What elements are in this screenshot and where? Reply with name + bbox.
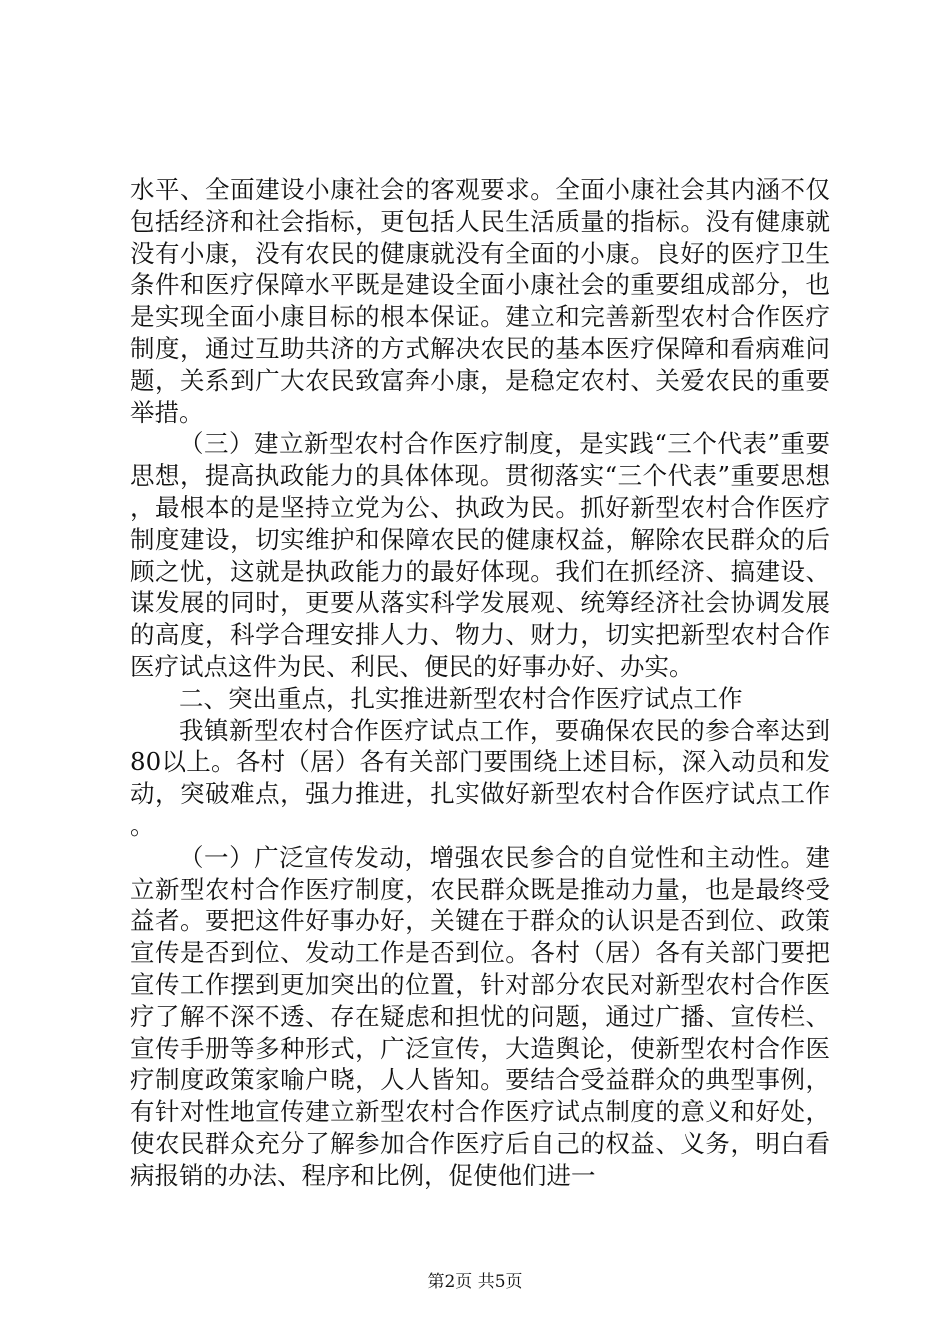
page-footer: 第2页 共5页 — [427, 1272, 523, 1292]
paragraph-subsection-one: （一）广泛宣传发动，增强农民参合的自觉性和主动性。建立新型农村合作医疗制度，农民群众既是推动力量，也是最终受益者。要把这件好事办好，关键在于群众的认识是否到位、政策宣传是否到位、发动工作是否到位。各村（居）各有关部门要把宣传工作摆到更加突出的位置，针对部分农民对新型农村合作医疗了解不深不透、存在疑虑和担忧的问题，通过广播、宣传栏、宣传手册等多种形式，广泛宣传，大造舆论，使新型农村合作医疗制度政策家喻户晓，人人皆知。要结合受益群众的典型事例，有针对性地宣传建立新型农村合作医疗试点制度的意义和好处，使农民群众充分了解参加合作医疗后自己的权益、义务，明白看病报销的办法、程序和比例，促使他们进一 — [130, 842, 830, 1190]
paragraph-continuation: 水平、全面建设小康社会的客观要求。全面小康社会其内涵不仅包括经济和社会指标，更包括人民生活质量的指标。没有健康就没有小康，没有农民的健康就没有全面的小康。良好的医疗卫生条件和医疗保障水平既是建设全面小康社会的重要组成部分，也是实现全面小康目标的根本保证。建立和完善新型农村合作医疗制度，通过互助共济的方式解决农民的基本医疗保障和看病难问题，关系到广大农民致富奔小康，是稳定农村、关爱农民的重要举措。 — [130, 175, 830, 427]
section-heading-two: 二、突出重点，扎实推进新型农村合作医疗试点工作 — [179, 683, 743, 713]
paragraph-town-goal: 我镇新型农村合作医疗试点工作，要确保农民的参合率达到80以上。各村（居）各有关部门要围绕上述目标，深入动员和发动，突破难点，强力推进，扎实做好新型农村合作医疗试点工作。 — [130, 715, 830, 840]
body-text — [130, 174, 830, 1192]
paragraph-section-three: （三）建立新型农村合作医疗制度，是实践“三个代表”重要思想，提高执政能力的具体体现。贯彻落实“三个代表”重要思想，最根本的是坚持立党为公、执政为民。抓好新型农村合作医疗制度建设，切实维护和保障农民的健康权益，解除农民群众的后顾之忧，这就是执政能力的最好体现。我们在抓经济、搞建设、谋发展的同时，更要从落实科学发展观、统筹经济社会协调发展的高度，科学合理安排人力、物力、财力，切实把新型农村合作医疗试点这件为民、利民、便民的好事办好、办实。 — [130, 429, 830, 681]
